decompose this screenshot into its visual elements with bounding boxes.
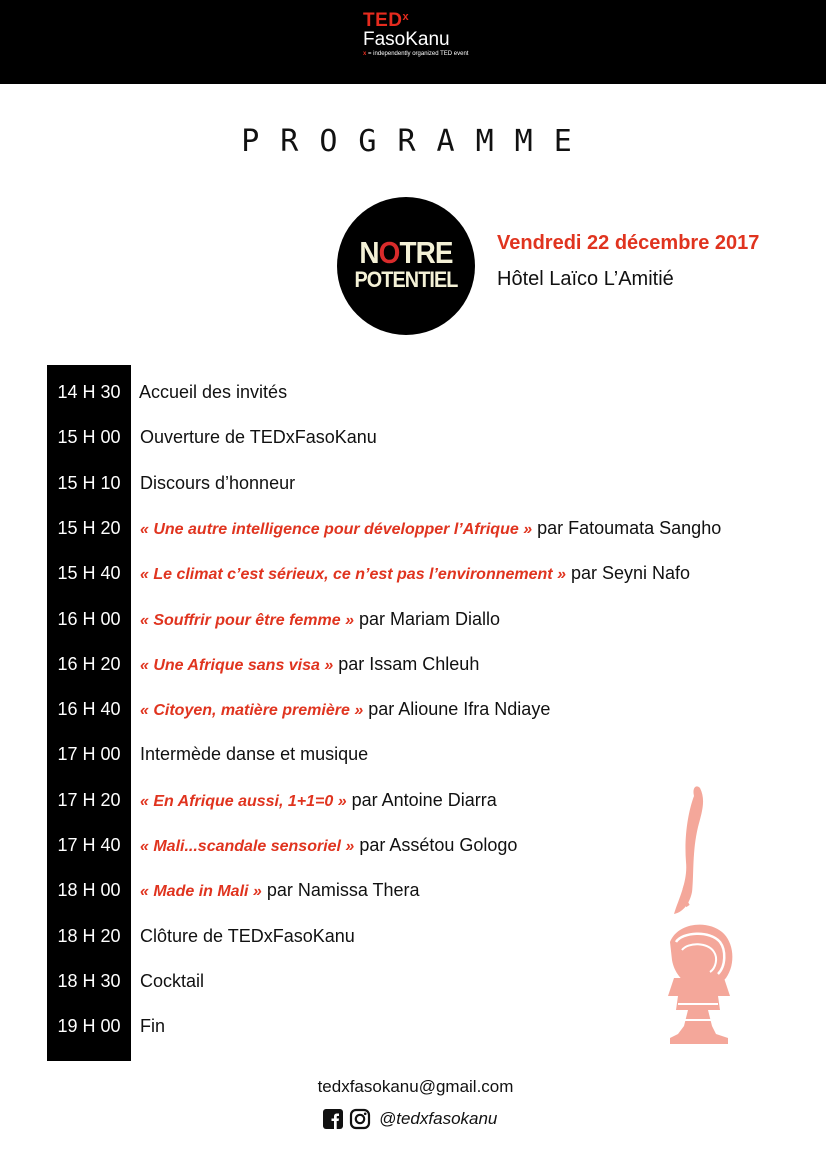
- schedule-row: [0, 607, 826, 631]
- schedule-description: [140, 742, 368, 766]
- chiwara-statue-icon: [648, 782, 748, 1052]
- schedule-time: 17 H 40: [57, 835, 121, 855]
- schedule-row: [0, 652, 826, 676]
- logo-ted: TED$^x$: [363, 10, 410, 31]
- schedule-item-text: Fin: [140, 1016, 166, 1036]
- talk-title: « En Afrique aussi, 1+1=0 »: [140, 793, 347, 810]
- schedule-description: [140, 607, 500, 633]
- talk-title: « Une autre intelligence pour développer l’Afrique »: [140, 521, 533, 538]
- speaker-name: par Issam Chleuh: [333, 654, 480, 674]
- talk-title: « Souffrir pour être femme »: [140, 612, 354, 629]
- logo-name: FasoKanu: [363, 29, 450, 50]
- schedule-time: 14 H 30: [57, 382, 121, 402]
- schedule-time: 17 H 00: [57, 744, 121, 764]
- schedule-time: 16 H 20: [57, 654, 121, 674]
- schedule-description: [140, 652, 479, 678]
- schedule-description: [140, 697, 550, 723]
- talk-title: « Une Afrique sans visa »: [140, 657, 334, 674]
- schedule-description: [140, 471, 295, 495]
- instagram-icon[interactable]: [349, 1108, 371, 1130]
- schedule-item-text: Cocktail: [140, 971, 205, 991]
- schedule-description: [140, 924, 355, 948]
- schedule-row: [0, 516, 826, 540]
- speaker-name: par Seyni Nafo: [565, 563, 691, 583]
- schedule-item-text: Clôture de TEDxFasoKanu: [140, 926, 355, 946]
- schedule-row: [0, 697, 826, 721]
- speaker-name: par Fatoumata Sangho: [532, 518, 722, 538]
- schedule-description: [140, 425, 377, 449]
- schedule-time: 18 H 00: [57, 880, 121, 900]
- speaker-name: par Assétou Gologo: [354, 835, 518, 855]
- schedule-time: 15 H 20: [57, 518, 121, 538]
- talk-title: « Citoyen, matière première »: [140, 702, 364, 719]
- schedule-item-text: Ouverture de TEDxFasoKanu: [140, 427, 377, 447]
- schedule-item-text: Intermède danse et musique: [140, 744, 369, 764]
- schedule-description: [140, 1014, 165, 1038]
- tedx-logo: [363, 8, 468, 58]
- schedule-description: [140, 516, 721, 542]
- badge-line-2: POTENTIEL: [354, 267, 458, 292]
- schedule-time: 19 H 00: [57, 1016, 121, 1036]
- schedule-item-text: Discours d’honneur: [140, 473, 296, 493]
- event-venue: Hôtel Laïco L’Amitié: [497, 268, 674, 290]
- contact-email[interactable]: tedxfasokanu@gmail.com: [317, 1077, 514, 1096]
- talk-title: « Le climat c’est sérieux, ce n’est pas l’environnement »: [140, 566, 566, 583]
- social-handle[interactable]: @tedxfasokanu: [379, 1109, 498, 1128]
- schedule-description: [140, 833, 517, 859]
- schedule-time: 18 H 20: [57, 926, 121, 946]
- schedule-time: 15 H 10: [57, 473, 121, 493]
- speaker-name: par Alioune Ifra Ndiaye: [363, 699, 551, 719]
- speaker-name: par Namissa Thera: [261, 880, 420, 900]
- talk-title: « Mali...scandale sensoriel »: [140, 838, 355, 855]
- schedule-description: [140, 561, 690, 587]
- schedule-time: 17 H 20: [57, 790, 121, 810]
- schedule-description: [139, 380, 287, 404]
- schedule-item-text: Accueil des invités: [139, 382, 288, 402]
- badge-line-1: NOTRE: [359, 235, 453, 270]
- speaker-name: par Antoine Diarra: [346, 790, 497, 810]
- schedule-description: [140, 788, 497, 814]
- schedule-time: 16 H 40: [57, 699, 121, 719]
- schedule-description: [140, 878, 420, 904]
- schedule-time: 15 H 40: [57, 563, 121, 583]
- talk-title: « Made in Mali »: [140, 883, 262, 900]
- schedule-row: [0, 471, 826, 495]
- schedule-description: [140, 969, 204, 993]
- schedule-time: 15 H 00: [57, 427, 121, 447]
- page-title: PROGRAMME: [241, 124, 593, 159]
- event-date: Vendredi 22 décembre 2017: [497, 232, 760, 254]
- logo-tagline: x = independently organized TED event: [363, 51, 469, 57]
- schedule-time: 16 H 00: [57, 609, 121, 629]
- facebook-icon[interactable]: [322, 1108, 344, 1130]
- speaker-name: par Mariam Diallo: [353, 609, 501, 629]
- schedule-row: [0, 380, 826, 404]
- header-bar: [0, 0, 826, 84]
- notre-potentiel-badge: [337, 197, 475, 335]
- schedule-row: [0, 742, 826, 766]
- schedule-time: 18 H 30: [57, 971, 121, 991]
- schedule-row: [0, 561, 826, 585]
- schedule-row: [0, 425, 826, 449]
